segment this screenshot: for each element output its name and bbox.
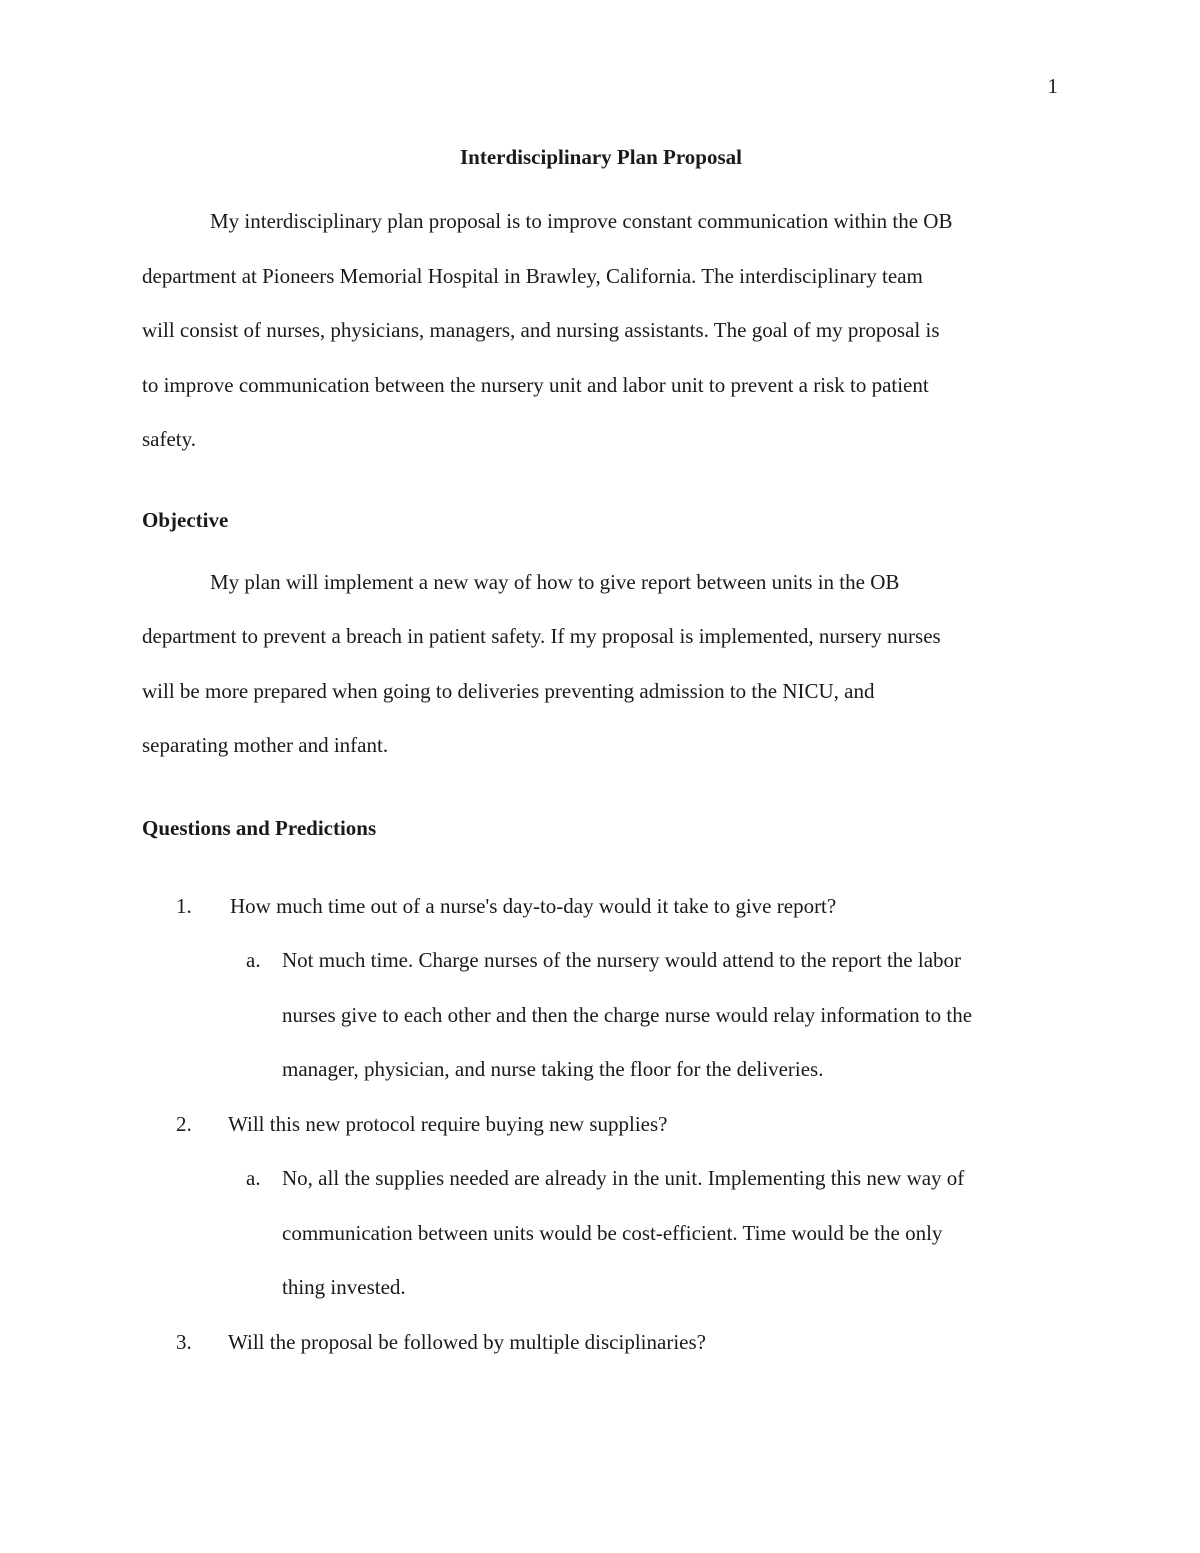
- answer-block: [142, 933, 1060, 1097]
- answer-line: thing invested.: [282, 1275, 406, 1299]
- page-number: 1: [1047, 74, 1058, 98]
- answer-line: No, all the supplies needed are already in the unit. Implementing this new way of: [282, 1166, 965, 1190]
- answer-item: [246, 933, 1060, 1097]
- objective-line: separating mother and infant.: [142, 733, 389, 757]
- intro-paragraph: [142, 194, 1060, 467]
- answers-list: [142, 1151, 1060, 1315]
- questions-list: [142, 879, 1060, 1370]
- question-item: [142, 1097, 1060, 1152]
- intro-line: My interdisciplinary plan proposal is to improve constant communication within the OB: [210, 209, 953, 233]
- question-text: Will the proposal be followed by multiple disciplinaries?: [228, 1329, 706, 1354]
- answer-line: nurses give to each other and then the charge nurse would relay information to the: [282, 1002, 973, 1027]
- answer-line: Not much time. Charge nurses of the nursery would attend to the report the labor: [282, 948, 962, 972]
- question-number: 3.: [176, 1329, 192, 1354]
- objective-paragraph: [142, 555, 1060, 773]
- objective-line: department to prevent a breach in patient safety. If my proposal is implemented, nursery nurses: [142, 624, 941, 648]
- questions-heading: Questions and Predictions: [142, 815, 377, 840]
- question-number: 1.: [176, 893, 192, 918]
- answer-line: communication between units would be cost-efficient. Time would be the only: [282, 1220, 943, 1245]
- answer-block: [142, 1151, 1060, 1315]
- question-number: 2.: [176, 1111, 192, 1136]
- answer-item: [246, 1151, 1060, 1315]
- question-text: How much time out of a nurse's day-to-day would it take to give report?: [230, 893, 837, 918]
- question-item: [142, 1315, 1060, 1370]
- intro-line: will consist of nurses, physicians, managers, and nursing assistants. The goal of my proposal is: [142, 318, 940, 342]
- intro-line: to improve communication between the nursery unit and labor unit to prevent a risk to patient: [142, 372, 929, 397]
- answer-letter: a.: [246, 1166, 261, 1190]
- answers-list: [142, 933, 1060, 1097]
- answer-line: manager, physician, and nurse taking the floor for the deliveries.: [282, 1057, 824, 1081]
- intro-line: safety.: [142, 427, 197, 451]
- document-title: Interdisciplinary Plan Proposal: [460, 145, 742, 169]
- question-text: Will this new protocol require buying new supplies?: [228, 1111, 668, 1136]
- question-item: [142, 879, 1060, 934]
- document-body: [142, 140, 1060, 1369]
- intro-line: department at Pioneers Memorial Hospital in Brawley, California. The interdisciplinary team: [142, 263, 923, 288]
- objective-line: My plan will implement a new way of how to give report between units in the OB: [210, 569, 900, 594]
- objective-line: will be more prepared when going to deliveries preventing admission to the NICU, and: [142, 678, 875, 703]
- answer-letter: a.: [246, 948, 261, 972]
- objective-heading: Objective: [142, 507, 229, 532]
